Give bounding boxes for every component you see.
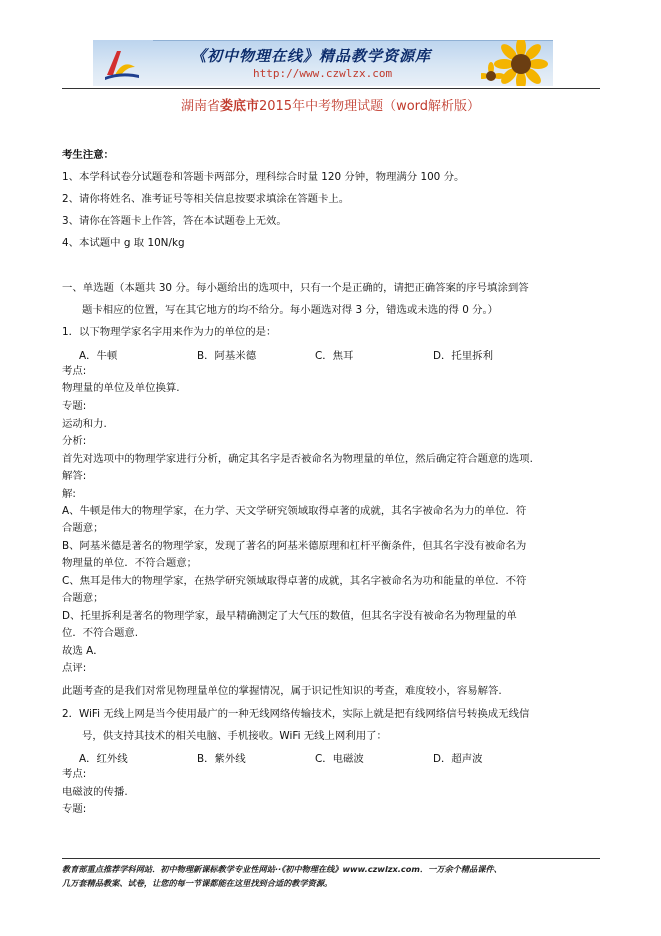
- q1-options: [79, 347, 551, 362]
- q2-option-a: A．红外线: [79, 753, 128, 765]
- sunflower-icon: [481, 40, 551, 86]
- q2-options: [79, 750, 551, 765]
- section-instruction-line-2: 题卡相应的位置，写在其它地方的均不给分。每小题选对得 3 分，错选或未选的得 0 分。）: [82, 304, 499, 316]
- q1-kaodian: 物理量的单位及单位换算.: [62, 382, 180, 394]
- q1-jieda-label: 解答:: [62, 470, 87, 482]
- q1-option-a: A．牛顿: [79, 350, 118, 362]
- document-title: [0, 95, 661, 114]
- q2-zhuanti-label: 专题:: [62, 803, 87, 815]
- footer-line-1: 教育部重点推荐学科网站．初中物理新课标教学专业性网站··《初中物理在线》www.czwlzx.com．一万余个精品课件、: [62, 864, 502, 874]
- q2-option-b: B．紫外线: [197, 753, 246, 765]
- q1-zhuanti: 运动和力.: [62, 418, 107, 430]
- header-divider: [62, 88, 600, 89]
- q2-kaodian-label: 考点:: [62, 768, 87, 780]
- q1-option-b: B．阿基米德: [197, 350, 257, 362]
- q1-solution-line-5: C、焦耳是伟大的物理学家，在热学研究领域取得卓著的成就，其名字被命名为功和能量的单位．不符: [62, 575, 527, 587]
- notice-item-3: 3、请你在答题卡上作答，答在本试题卷上无效。: [62, 215, 287, 227]
- header-banner: [93, 40, 553, 86]
- q1-dianping: 此题考查的是我们对常见物理量单位的掌握情况，属于识记性知识的考查，难度较小，容易解答.: [62, 685, 502, 697]
- q2-stem-line-1: 2．WiFi 无线上网是当今使用最广的一种无线网络传输技术，实际上就是把有线网络信号转换成无线信: [62, 708, 530, 720]
- q1-solution-line-4: 物理量的单位．不符合题意；: [62, 557, 198, 569]
- title-city: 娄底市: [219, 99, 259, 114]
- footer-line-2: 几万套精品教案、试卷，让您的每一节课都能在这里找到合适的教学资源。: [62, 878, 333, 888]
- q1-solution-line-8: 位．不符合题意.: [62, 627, 139, 639]
- q1-jie-label: 解:: [62, 488, 76, 500]
- q1-option-d: D．托里拆利: [433, 350, 493, 362]
- notice-heading: 考生注意：: [62, 149, 114, 161]
- section-instruction-line-1: 一、单选题（本题共 30 分。每小题给出的选项中，只有一个是正确的，请把正确答案的序号填涂到答: [62, 282, 529, 294]
- notice-item-2: 2、请你将姓名、准考证号等相关信息按要求填涂在答题卡上。: [62, 193, 350, 205]
- q2-kaodian: 电磁波的传播.: [62, 786, 128, 798]
- q1-stem: 1．以下物理学家名字用来作为力的单位的是：: [62, 326, 277, 338]
- banner-url: http://www.czwlzx.com: [253, 67, 393, 80]
- q2-option-d: D．超声波: [433, 753, 483, 765]
- q1-fenxi: 首先对选项中的物理学家进行分析，确定其名字是否被命名为物理量的单位，然后确定符合题意的选项.: [62, 453, 533, 465]
- q2-option-c: C．电磁波: [315, 753, 364, 765]
- site-logo-icon: [101, 45, 141, 81]
- q1-kaodian-label: 考点:: [62, 365, 87, 377]
- q1-solution-line-3: B、阿基米德是著名的物理学家，发现了著名的阿基米德原理和杠杆平衡条件，但其名字没有被命名为: [62, 540, 527, 552]
- q1-solution-line-1: A、牛顿是伟大的物理学家，在力学、天文学研究领域取得卓著的成就，其名字被命名为力的单位．符: [62, 505, 527, 517]
- q1-solution-line-6: 合题意；: [62, 592, 104, 604]
- q2-stem-line-2: 号，供支持其技术的相关电脑、手机接收。WiFi 无线上网利用了：: [82, 730, 387, 742]
- footer-divider: [62, 858, 600, 859]
- notice-item-1: 1、本学科试卷分试题卷和答题卡两部分，理科综合时量 120 分钟，物理满分 100 分。: [62, 171, 465, 183]
- title-prefix: 湖南省: [180, 99, 220, 114]
- q1-zhuanti-label: 专题:: [62, 400, 87, 412]
- q1-solution-line-7: D、托里拆利是著名的物理学家，最早精确测定了大气压的数值，但其名字没有被命名为物理量的单: [62, 610, 517, 622]
- notice-item-4: 4、本试题中 g 取 10N/kg: [62, 237, 185, 249]
- banner-title: 《初中物理在线》精品教学资源库: [191, 47, 432, 65]
- q1-dianping-label: 点评:: [62, 662, 87, 674]
- q1-solution-line-2: 合题意；: [62, 522, 104, 534]
- q1-answer: 故选 A．: [62, 645, 104, 657]
- q1-option-c: C．焦耳: [315, 350, 354, 362]
- q1-fenxi-label: 分析:: [62, 435, 87, 447]
- title-suffix: 2015年中考物理试题（word解析版）: [258, 99, 481, 114]
